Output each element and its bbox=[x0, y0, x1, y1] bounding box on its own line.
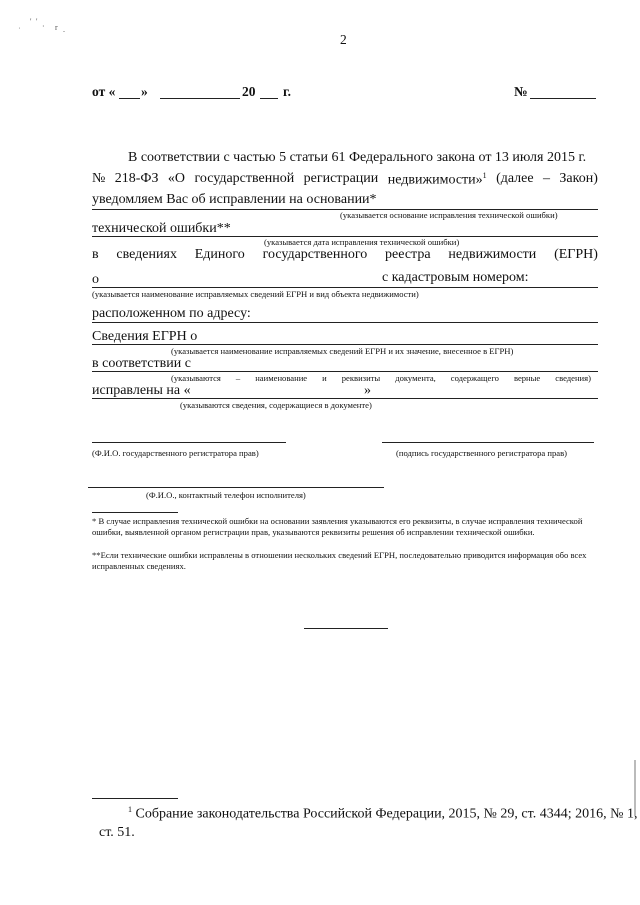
day-blank bbox=[119, 98, 140, 99]
body-line-10-right: » bbox=[364, 383, 371, 398]
body-line-1: В соответствии с частью 5 статьи 61 Федерального закона от 13 июля 2015 г. bbox=[128, 150, 587, 165]
number-blank bbox=[530, 98, 596, 99]
number-label: № bbox=[514, 84, 528, 99]
registrar-name-caption: (Ф.И.О. государственного регистратора прав) bbox=[92, 448, 259, 458]
scan-mark: · bbox=[42, 22, 45, 31]
hint-basis: (указывается основание исправления технической ошибки) bbox=[340, 210, 558, 220]
footnote-separator bbox=[92, 798, 178, 799]
scan-mark: ' bbox=[36, 17, 38, 26]
date-mid: » bbox=[141, 84, 148, 99]
scan-mark: ˙ bbox=[18, 26, 21, 35]
body-line-6-left: о bbox=[92, 272, 99, 287]
body-line-9: в соответствии с bbox=[92, 356, 191, 371]
hint-date: (указывается дата исправления технической ошибки) bbox=[264, 237, 460, 247]
year-suffix: г. bbox=[283, 84, 291, 99]
fill-line bbox=[92, 287, 598, 288]
footnote-text: Собрание законодательства Российской Федерации, 2015, № 29, ст. 4344; 2016, № 1, bbox=[135, 806, 638, 822]
month-blank bbox=[160, 98, 240, 99]
fill-line bbox=[92, 398, 598, 399]
hint-document: (указываются – наименование и реквизиты документа, содержащего верные сведения) bbox=[171, 373, 591, 383]
registrar-sign-caption: (подпись государственного регистратора прав) bbox=[396, 448, 567, 458]
body-line-3: уведомляем Вас об исправлении на основании* bbox=[92, 192, 377, 207]
signature-line bbox=[92, 442, 286, 443]
hint-values: (указывается наименование исправляемых сведений ЕГРН и их значение, внесенное в ЕГРН) bbox=[171, 346, 514, 356]
scan-mark: ' bbox=[30, 17, 32, 26]
body-line-5: в сведениях Единого государственного реестра недвижимости (ЕГРН) bbox=[92, 247, 598, 262]
body-line-4: технической ошибки** bbox=[92, 221, 231, 236]
hint-object: (указывается наименование исправляемых сведений ЕГРН и вид объекта недвижимости) bbox=[92, 289, 419, 299]
hint-content: (указываются сведения, содержащиеся в документе) bbox=[180, 400, 372, 410]
date-prefix: от « bbox=[92, 84, 116, 99]
year-prefix: 20 bbox=[242, 84, 256, 99]
executor-caption: (Ф.И.О., контактный телефон исполнителя) bbox=[146, 490, 306, 500]
body-line-7: расположенном по адресу: bbox=[92, 306, 251, 321]
footnote-line bbox=[128, 805, 637, 823]
footnote-text-cont: ст. 51. bbox=[99, 825, 135, 840]
fill-line bbox=[92, 371, 598, 372]
signature-line bbox=[382, 442, 594, 443]
notes-separator bbox=[92, 512, 178, 513]
body-line-2: № 218-ФЗ «О государственной регистрации недвижимости»$^1$ (далее – Закон) bbox=[92, 171, 598, 188]
fill-line bbox=[92, 322, 598, 323]
footnote-ref: 1 bbox=[482, 171, 487, 180]
fill-line bbox=[92, 344, 598, 345]
note-2: **Если технические ошибки исправлены в отношении нескольких сведений ЕГРН, последовательно приводится информация обо всех исправленных сведениях. bbox=[92, 550, 587, 571]
scan-mark: . bbox=[63, 25, 65, 34]
scan-mark: r bbox=[55, 23, 58, 32]
note-1: * В случае исправления технической ошибки на основании заявления указываются его реквизиты, в случае исправления технической ошибки, выявленной органом регистрации прав, указываются реквизиты решения об исправлении технической ошибки. bbox=[92, 516, 583, 537]
signature-line bbox=[88, 487, 384, 488]
body-line-8: Сведения ЕГРН о bbox=[92, 329, 198, 344]
page-number: 2 bbox=[340, 32, 347, 47]
end-rule bbox=[304, 628, 388, 629]
body-line-6-right: с кадастровым номером: bbox=[382, 270, 529, 285]
year-blank bbox=[260, 98, 278, 99]
footnote-marker: 1 bbox=[128, 805, 132, 814]
body-line-10-left: исправлены на « bbox=[92, 383, 191, 398]
